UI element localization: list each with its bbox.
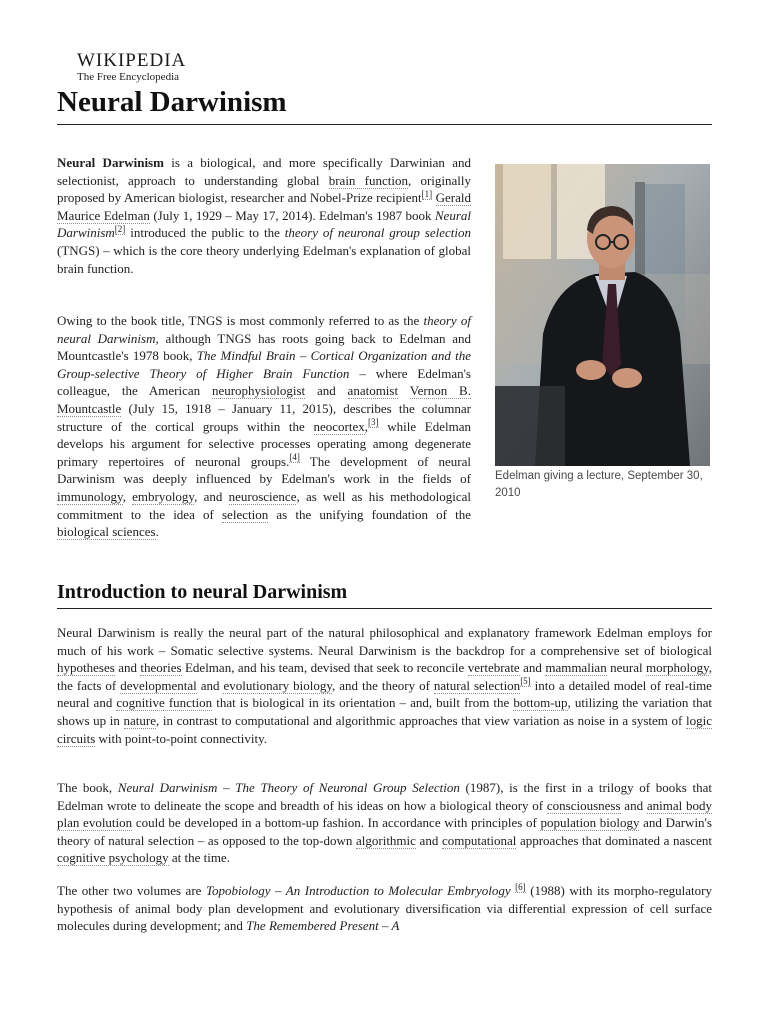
text-run: and <box>620 797 647 813</box>
text-run: , utilizing the variation that shows up in <box>57 695 712 728</box>
text-run: , as well as his methodological commitment to the idea of <box>57 488 471 522</box>
text-run: , although TNGS has roots going back to Edelman and Mountcastle's 1978 book, <box>57 330 472 364</box>
text-run: The development of neural Darwinism was deeply influenced by Edelman's work in the fields of <box>57 453 471 487</box>
text-run <box>398 383 410 398</box>
text-run: , <box>122 488 133 504</box>
text-run: is a biological, and more specifically Darwinian and selectionist, approach to understanding global <box>57 155 471 188</box>
wiki-link[interactable]: immunology <box>57 488 123 504</box>
wiki-link[interactable]: computational <box>441 832 517 848</box>
infobox-figure <box>495 164 710 502</box>
text-run: with point-to-point connectivity. <box>95 730 268 746</box>
text-run: while Edelman develops his argument for selective processes operating among degenerate primary repertoires of neuronal groups. <box>57 418 471 469</box>
text-run: approaches that dominated a nascent <box>516 832 713 848</box>
wiki-link[interactable]: anatomist <box>347 383 399 399</box>
italic-text: The Remembered Present – A <box>246 918 400 934</box>
wiki-link[interactable]: cognitive function <box>116 695 213 711</box>
italic-text: Neural Darwinism <box>57 207 472 241</box>
section-paragraph-1 <box>57 624 712 747</box>
wiki-link[interactable]: brain function <box>328 172 408 188</box>
text-run: (TNGS) – which is the core theory underlying Edelman's explanation of global brain function. <box>57 242 471 276</box>
text-run: and <box>196 677 224 693</box>
text-run: Edelman, and his team, devised that seek to reconcile <box>181 660 468 676</box>
text-run: neural <box>606 660 647 676</box>
wiki-link[interactable]: algorithmic <box>356 832 416 848</box>
wikipedia-logo[interactable] <box>77 51 186 84</box>
wiki-link[interactable]: consciousness <box>546 797 621 813</box>
wiki-link[interactable]: cognitive psychology <box>57 850 169 866</box>
text-run: , <box>364 418 369 434</box>
text-run: (1988) with its morpho-regulatory hypothesis of animal body plan development and evolutionary diversification via differential expression of cell surface molecules during development; and <box>57 883 713 934</box>
text-run: Neural Darwinism is really the neural part of the natural philosophical and explanatory framework Edelman employs for much of his work – Somatic selective systems. Neural Darwinism is the backdrop for a comprehensive set of biological <box>57 625 712 658</box>
intro-paragraph-1 <box>57 154 471 277</box>
citation-link[interactable]: [6] <box>515 881 526 892</box>
text-run: and <box>305 383 348 399</box>
wiki-link[interactable]: theories <box>140 660 182 676</box>
text-run: , and <box>194 488 229 504</box>
text-run: and Darwin's theory of natural selection – as opposed to the top-down <box>57 815 712 848</box>
text-run: , in contrast to computational and algorithmic approaches that view variation as noise in a system of <box>156 712 686 728</box>
wiki-link[interactable]: nature <box>123 712 157 728</box>
text-run: The book, <box>57 780 118 795</box>
text-run: introduced the public to the <box>125 225 285 241</box>
text-run: and <box>114 660 141 676</box>
text-run: . <box>155 524 159 540</box>
italic-text: Neural Darwinism – The Theory of Neuronal Group Selection <box>117 780 460 795</box>
wiki-link[interactable]: neurophysiologist <box>211 383 306 399</box>
citation-link[interactable]: [3] <box>368 417 379 428</box>
intro-paragraph-2 <box>57 312 471 541</box>
citation-link[interactable]: [2] <box>114 224 126 235</box>
text-run: (1987), is the first in a trilogy of books that Edelman wrote to delineate the scope and breadth of his ideas on how a biological theory of <box>57 780 712 813</box>
text-run: – where Edelman's colleague, the American <box>57 365 471 399</box>
text-run: into a detailed model of real-time neural and <box>57 677 712 711</box>
logo-wordmark: WIKIPEDIA <box>77 50 187 71</box>
section-divider <box>57 608 712 609</box>
wiki-link[interactable]: logic circuits <box>57 712 712 746</box>
text-run: (July 1, 1929 – May 17, 2014). Edelman's 1987 book <box>149 207 435 223</box>
page-title: Neural Darwinism <box>57 86 287 118</box>
photo-image <box>495 164 710 466</box>
text-run: could be developed in a bottom-up fashion. In accordance with principles of <box>132 815 541 831</box>
text-run: as the unifying foundation of the <box>268 506 471 522</box>
text-run: , and the theory of <box>332 677 434 693</box>
wiki-link[interactable]: population biology <box>540 815 640 831</box>
wiki-link[interactable]: selection <box>222 506 269 522</box>
text-run: and <box>519 660 546 676</box>
citation-link[interactable]: [1] <box>421 188 433 199</box>
wiki-link[interactable]: hypotheses <box>57 660 115 676</box>
wiki-link[interactable]: animal body plan evolution <box>57 797 712 831</box>
figure-caption: Edelman giving a lecture, September 30, 2010 <box>495 470 703 499</box>
wiki-link[interactable]: embryology <box>132 488 195 504</box>
edelman-lecture-photo[interactable] <box>495 164 710 466</box>
wiki-link[interactable]: bottom-up <box>513 695 568 711</box>
wiki-link[interactable]: natural selection <box>433 677 521 693</box>
citation-link[interactable]: [4] <box>289 452 300 463</box>
italic-text: theory of neural Darwinism <box>57 313 471 346</box>
section-paragraph-2 <box>57 779 712 867</box>
wiki-link[interactable]: mammalian <box>545 660 607 676</box>
bold-term: Neural Darwinism <box>57 155 164 170</box>
title-divider <box>57 124 712 125</box>
section-heading: Introduction to neural Darwinism <box>57 581 348 603</box>
italic-text: theory of neuronal group selection <box>284 225 471 241</box>
wiki-link[interactable]: neocortex <box>313 418 365 434</box>
wiki-link[interactable]: evolutionary biology <box>223 677 333 693</box>
logo-tagline: The Free Encyclopedia <box>77 71 180 83</box>
text-run: and <box>415 832 442 848</box>
text-run: , originally proposed by American biologist, researcher and Nobel-Prize recipient <box>57 172 471 206</box>
wiki-link[interactable]: vertebrate <box>467 660 520 676</box>
wiki-link[interactable]: Gerald Maurice Edelman <box>57 190 471 223</box>
text-run: at the time. <box>168 850 230 866</box>
citation-link[interactable]: [5] <box>520 676 531 687</box>
text-run: that is biological in its orientation – and, built from the <box>212 695 514 711</box>
italic-text: The Mindful Brain – Cortical Organization and the Group-selective Theory of Higher Brain Function <box>57 348 471 381</box>
text-run: The other two volumes are <box>57 883 206 898</box>
wiki-link[interactable]: developmental <box>120 677 197 693</box>
wiki-link[interactable]: morphology <box>646 660 709 676</box>
text-run: (July 15, 1918 – January 11, 2015), describes the columnar structure of the cortical groups within the <box>57 400 471 434</box>
text-run: Owing to the book title, TNGS is most commonly referred to as the <box>57 313 424 328</box>
wiki-link[interactable]: biological sciences <box>57 524 156 540</box>
wiki-link[interactable]: Vernon B. Mountcastle <box>57 383 471 416</box>
section-paragraph-3 <box>57 882 712 935</box>
italic-text: Topobiology – An Introduction to Molecular Embryology <box>205 883 511 898</box>
text-run: , the facts of <box>57 660 712 693</box>
wiki-link[interactable]: neuroscience <box>228 488 297 504</box>
